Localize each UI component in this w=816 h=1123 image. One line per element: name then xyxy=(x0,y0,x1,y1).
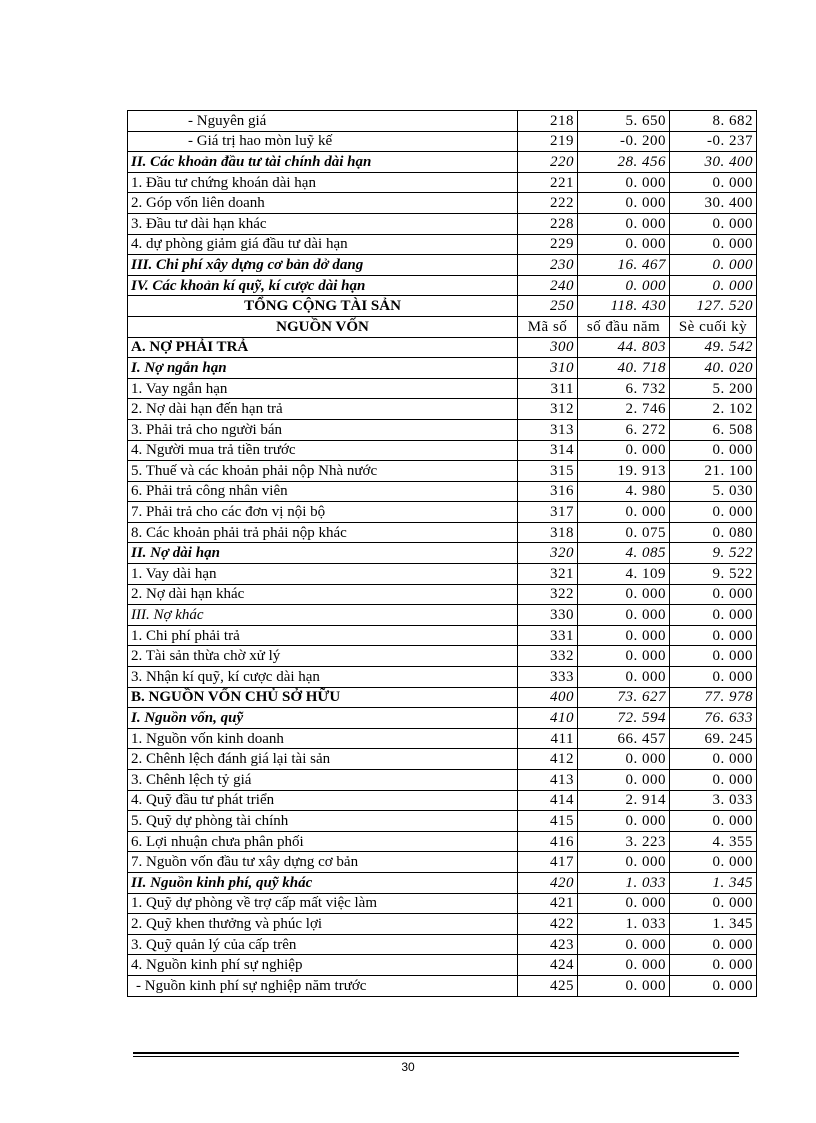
table-row xyxy=(128,522,757,543)
row-start-of-year: 0. 000 xyxy=(578,584,670,605)
table-row xyxy=(128,708,757,729)
row-code: 322 xyxy=(518,584,578,605)
row-start-of-year: 0. 000 xyxy=(578,770,670,791)
row-end-of-period: 4. 355 xyxy=(670,831,757,852)
row-label: 8. Các khoản phải trả phải nộp khác xyxy=(128,522,518,543)
row-end-of-period: 0. 000 xyxy=(670,172,757,193)
row-code: 411 xyxy=(518,728,578,749)
row-end-of-period: 0. 000 xyxy=(670,934,757,955)
row-code: 311 xyxy=(518,378,578,399)
table-row xyxy=(128,111,757,132)
row-label: NGUỒN VỐN xyxy=(128,316,518,337)
row-start-of-year: 28. 456 xyxy=(578,152,670,173)
row-code: 424 xyxy=(518,955,578,976)
table-row xyxy=(128,378,757,399)
row-start-of-year: 16. 467 xyxy=(578,255,670,276)
row-label: II. Các khoản đầu tư tài chính dài hạn xyxy=(128,152,518,173)
row-code: 400 xyxy=(518,687,578,708)
row-start-of-year: 6. 272 xyxy=(578,419,670,440)
row-end-of-period: 76. 633 xyxy=(670,708,757,729)
row-start-of-year: 0. 000 xyxy=(578,625,670,646)
row-label: 7. Phải trả cho các đơn vị nội bộ xyxy=(128,502,518,523)
table-row xyxy=(128,811,757,832)
row-code: 300 xyxy=(518,337,578,358)
row-label: 2. Chênh lệch đánh giá lại tài sản xyxy=(128,749,518,770)
row-code: 422 xyxy=(518,914,578,935)
row-code: 230 xyxy=(518,255,578,276)
table-row xyxy=(128,543,757,564)
row-end-of-period: 9. 522 xyxy=(670,543,757,564)
row-label: 1. Đầu tư chứng khoán dài hạn xyxy=(128,172,518,193)
row-end-of-period: 0. 000 xyxy=(670,852,757,873)
row-start-of-year: 0. 000 xyxy=(578,893,670,914)
footer-rule-bottom xyxy=(133,1056,739,1057)
footer-rule-top xyxy=(133,1052,739,1054)
table-row xyxy=(128,831,757,852)
row-code: 332 xyxy=(518,646,578,667)
row-label: 2. Nợ dài hạn đến hạn trả xyxy=(128,399,518,420)
row-start-of-year: 0. 000 xyxy=(578,440,670,461)
row-label: 3. Đầu tư dài hạn khác xyxy=(128,213,518,234)
table-row xyxy=(128,193,757,214)
row-label: 4. Người mua trả tiền trước xyxy=(128,440,518,461)
row-end-of-period: 0. 000 xyxy=(670,502,757,523)
table-row xyxy=(128,502,757,523)
row-end-of-period: 0. 000 xyxy=(670,255,757,276)
row-code: 413 xyxy=(518,770,578,791)
row-start-of-year: 2. 914 xyxy=(578,790,670,811)
row-label: 5. Quỹ dự phòng tài chính xyxy=(128,811,518,832)
row-end-of-period: 3. 033 xyxy=(670,790,757,811)
row-code: 219 xyxy=(518,131,578,152)
row-end-of-period: 0. 000 xyxy=(670,770,757,791)
row-start-of-year: 3. 223 xyxy=(578,831,670,852)
row-start-of-year: 40. 718 xyxy=(578,358,670,379)
row-start-of-year: 118. 430 xyxy=(578,296,670,317)
table-row xyxy=(128,667,757,688)
row-code: 310 xyxy=(518,358,578,379)
row-start-of-year: 1. 033 xyxy=(578,914,670,935)
table-row xyxy=(128,605,757,626)
row-end-of-period: 77. 978 xyxy=(670,687,757,708)
table-row xyxy=(128,728,757,749)
row-code: 313 xyxy=(518,419,578,440)
row-label: 3. Nhận kí quỹ, kí cược dài hạn xyxy=(128,667,518,688)
table-row xyxy=(128,275,757,296)
table-row xyxy=(128,564,757,585)
row-code: 221 xyxy=(518,172,578,193)
row-start-of-year: 19. 913 xyxy=(578,461,670,482)
row-start-of-year: 0. 000 xyxy=(578,749,670,770)
row-end-of-period: 0. 000 xyxy=(670,749,757,770)
row-end-of-period: Sè cuối kỳ xyxy=(670,316,757,337)
table-row xyxy=(128,316,757,337)
page-number: 30 xyxy=(401,1060,415,1074)
row-code: Mã số xyxy=(518,316,578,337)
row-label: - Nguồn kinh phí sự nghiệp năm trước xyxy=(128,975,518,996)
table-row xyxy=(128,255,757,276)
row-start-of-year: 0. 000 xyxy=(578,502,670,523)
table-row xyxy=(128,934,757,955)
table-row xyxy=(128,461,757,482)
row-start-of-year: 44. 803 xyxy=(578,337,670,358)
row-label: 6. Lợi nhuận chưa phân phối xyxy=(128,831,518,852)
row-label: - Nguyên giá xyxy=(128,111,518,132)
table-row xyxy=(128,440,757,461)
row-start-of-year: số đầu năm xyxy=(578,316,670,337)
table-row xyxy=(128,790,757,811)
row-start-of-year: 0. 000 xyxy=(578,852,670,873)
row-start-of-year: 0. 000 xyxy=(578,811,670,832)
row-label: I. Nguồn vốn, quỹ xyxy=(128,708,518,729)
row-code: 228 xyxy=(518,213,578,234)
row-label: 4. Quỹ đầu tư phát triển xyxy=(128,790,518,811)
row-start-of-year: 0. 000 xyxy=(578,975,670,996)
row-end-of-period: 0. 080 xyxy=(670,522,757,543)
row-label: II. Nợ dài hạn xyxy=(128,543,518,564)
row-start-of-year: 0. 000 xyxy=(578,193,670,214)
row-end-of-period: 21. 100 xyxy=(670,461,757,482)
table-row xyxy=(128,399,757,420)
table-row xyxy=(128,975,757,996)
row-label: 1. Vay ngắn hạn xyxy=(128,378,518,399)
row-code: 421 xyxy=(518,893,578,914)
row-start-of-year: 6. 732 xyxy=(578,378,670,399)
row-label: IV. Các khoản kí quỹ, kí cược dài hạn xyxy=(128,275,518,296)
row-start-of-year: 1. 033 xyxy=(578,872,670,893)
table-row xyxy=(128,914,757,935)
row-end-of-period: 6. 508 xyxy=(670,419,757,440)
row-code: 222 xyxy=(518,193,578,214)
row-label: - Giá trị hao mòn luỹ kế xyxy=(128,131,518,152)
table-row xyxy=(128,152,757,173)
table-row xyxy=(128,131,757,152)
row-code: 315 xyxy=(518,461,578,482)
row-start-of-year: -0. 200 xyxy=(578,131,670,152)
row-code: 317 xyxy=(518,502,578,523)
row-code: 331 xyxy=(518,625,578,646)
row-code: 414 xyxy=(518,790,578,811)
row-start-of-year: 4. 109 xyxy=(578,564,670,585)
row-start-of-year: 0. 000 xyxy=(578,646,670,667)
row-code: 410 xyxy=(518,708,578,729)
row-start-of-year: 0. 000 xyxy=(578,234,670,255)
row-end-of-period: 69. 245 xyxy=(670,728,757,749)
row-end-of-period: 5. 030 xyxy=(670,481,757,502)
row-end-of-period: 8. 682 xyxy=(670,111,757,132)
table-row xyxy=(128,625,757,646)
row-label: 3. Chênh lệch tỷ giá xyxy=(128,770,518,791)
table-row xyxy=(128,419,757,440)
row-end-of-period: 9. 522 xyxy=(670,564,757,585)
row-label: III. Nợ khác xyxy=(128,605,518,626)
row-code: 312 xyxy=(518,399,578,420)
row-label: II. Nguồn kinh phí, quỹ khác xyxy=(128,872,518,893)
row-start-of-year: 0. 000 xyxy=(578,172,670,193)
row-end-of-period: 0. 000 xyxy=(670,893,757,914)
row-end-of-period: 49. 542 xyxy=(670,337,757,358)
table-row xyxy=(128,770,757,791)
row-code: 417 xyxy=(518,852,578,873)
row-label: 1. Quỹ dự phòng về trợ cấp mất việc làm xyxy=(128,893,518,914)
row-code: 420 xyxy=(518,872,578,893)
table-row xyxy=(128,358,757,379)
row-end-of-period: 0. 000 xyxy=(670,667,757,688)
row-label: 7. Nguồn vốn đầu tư xây dựng cơ bản xyxy=(128,852,518,873)
row-end-of-period: 127. 520 xyxy=(670,296,757,317)
table-row xyxy=(128,172,757,193)
row-end-of-period: 1. 345 xyxy=(670,914,757,935)
row-label: 3. Quỹ quản lý của cấp trên xyxy=(128,934,518,955)
row-end-of-period: 0. 000 xyxy=(670,234,757,255)
row-code: 330 xyxy=(518,605,578,626)
row-label: B. NGUỒN VỐN CHỦ SỞ HỮU xyxy=(128,687,518,708)
table-row xyxy=(128,687,757,708)
row-code: 229 xyxy=(518,234,578,255)
row-end-of-period: 0. 000 xyxy=(670,646,757,667)
table-row xyxy=(128,584,757,605)
row-code: 333 xyxy=(518,667,578,688)
row-start-of-year: 66. 457 xyxy=(578,728,670,749)
row-code: 250 xyxy=(518,296,578,317)
row-end-of-period: 0. 000 xyxy=(670,811,757,832)
row-label: 1. Nguồn vốn kinh doanh xyxy=(128,728,518,749)
row-end-of-period: 30. 400 xyxy=(670,193,757,214)
row-end-of-period: 0. 000 xyxy=(670,975,757,996)
table-row xyxy=(128,955,757,976)
row-end-of-period: 40. 020 xyxy=(670,358,757,379)
row-label: 4. Nguồn kinh phí sự nghiệp xyxy=(128,955,518,976)
row-label: 2. Góp vốn liên doanh xyxy=(128,193,518,214)
row-start-of-year: 0. 000 xyxy=(578,955,670,976)
row-end-of-period: 0. 000 xyxy=(670,625,757,646)
row-start-of-year: 5. 650 xyxy=(578,111,670,132)
row-code: 415 xyxy=(518,811,578,832)
row-end-of-period: 0. 000 xyxy=(670,440,757,461)
row-code: 318 xyxy=(518,522,578,543)
row-label: A. NỢ PHẢI TRẢ xyxy=(128,337,518,358)
table-row xyxy=(128,646,757,667)
table-row xyxy=(128,296,757,317)
row-start-of-year: 0. 075 xyxy=(578,522,670,543)
row-end-of-period: 2. 102 xyxy=(670,399,757,420)
row-code: 240 xyxy=(518,275,578,296)
row-start-of-year: 72. 594 xyxy=(578,708,670,729)
table-row xyxy=(128,852,757,873)
row-end-of-period: 0. 000 xyxy=(670,213,757,234)
row-end-of-period: 0. 000 xyxy=(670,955,757,976)
row-end-of-period: 30. 400 xyxy=(670,152,757,173)
table-row xyxy=(128,234,757,255)
row-start-of-year: 0. 000 xyxy=(578,934,670,955)
row-code: 412 xyxy=(518,749,578,770)
row-code: 321 xyxy=(518,564,578,585)
row-code: 425 xyxy=(518,975,578,996)
row-start-of-year: 0. 000 xyxy=(578,213,670,234)
row-start-of-year: 0. 000 xyxy=(578,667,670,688)
row-code: 316 xyxy=(518,481,578,502)
row-label: TỔNG CỘNG TÀI SẢN xyxy=(128,296,518,317)
row-end-of-period: 1. 345 xyxy=(670,872,757,893)
row-label: 5. Thuế và các khoản phải nộp Nhà nước xyxy=(128,461,518,482)
row-start-of-year: 73. 627 xyxy=(578,687,670,708)
row-label: 2. Nợ dài hạn khác xyxy=(128,584,518,605)
row-code: 416 xyxy=(518,831,578,852)
row-label: 3. Phải trả cho người bán xyxy=(128,419,518,440)
row-start-of-year: 4. 085 xyxy=(578,543,670,564)
table-row xyxy=(128,893,757,914)
row-end-of-period: -0. 237 xyxy=(670,131,757,152)
row-end-of-period: 0. 000 xyxy=(670,584,757,605)
row-label: 2. Quỹ khen thưởng và phúc lợi xyxy=(128,914,518,935)
row-code: 218 xyxy=(518,111,578,132)
row-start-of-year: 2. 746 xyxy=(578,399,670,420)
table-row xyxy=(128,749,757,770)
row-end-of-period: 0. 000 xyxy=(670,605,757,626)
row-code: 314 xyxy=(518,440,578,461)
table-row xyxy=(128,481,757,502)
table-row xyxy=(128,872,757,893)
row-code: 423 xyxy=(518,934,578,955)
table-row xyxy=(128,337,757,358)
row-label: 1. Vay dài hạn xyxy=(128,564,518,585)
balance-sheet-body xyxy=(128,111,757,997)
row-start-of-year: 4. 980 xyxy=(578,481,670,502)
row-label: 2. Tài sản thừa chờ xử lý xyxy=(128,646,518,667)
row-label: 4. dự phòng giảm giá đầu tư dài hạn xyxy=(128,234,518,255)
row-label: III. Chi phí xây dựng cơ bản dở dang xyxy=(128,255,518,276)
row-end-of-period: 5. 200 xyxy=(670,378,757,399)
row-label: 6. Phải trả công nhân viên xyxy=(128,481,518,502)
row-code: 320 xyxy=(518,543,578,564)
row-label: 1. Chi phí phải trả xyxy=(128,625,518,646)
row-end-of-period: 0. 000 xyxy=(670,275,757,296)
table-row xyxy=(128,213,757,234)
row-start-of-year: 0. 000 xyxy=(578,605,670,626)
row-label: I. Nợ ngắn hạn xyxy=(128,358,518,379)
balance-sheet-table xyxy=(127,110,757,997)
row-code: 220 xyxy=(518,152,578,173)
row-start-of-year: 0. 000 xyxy=(578,275,670,296)
